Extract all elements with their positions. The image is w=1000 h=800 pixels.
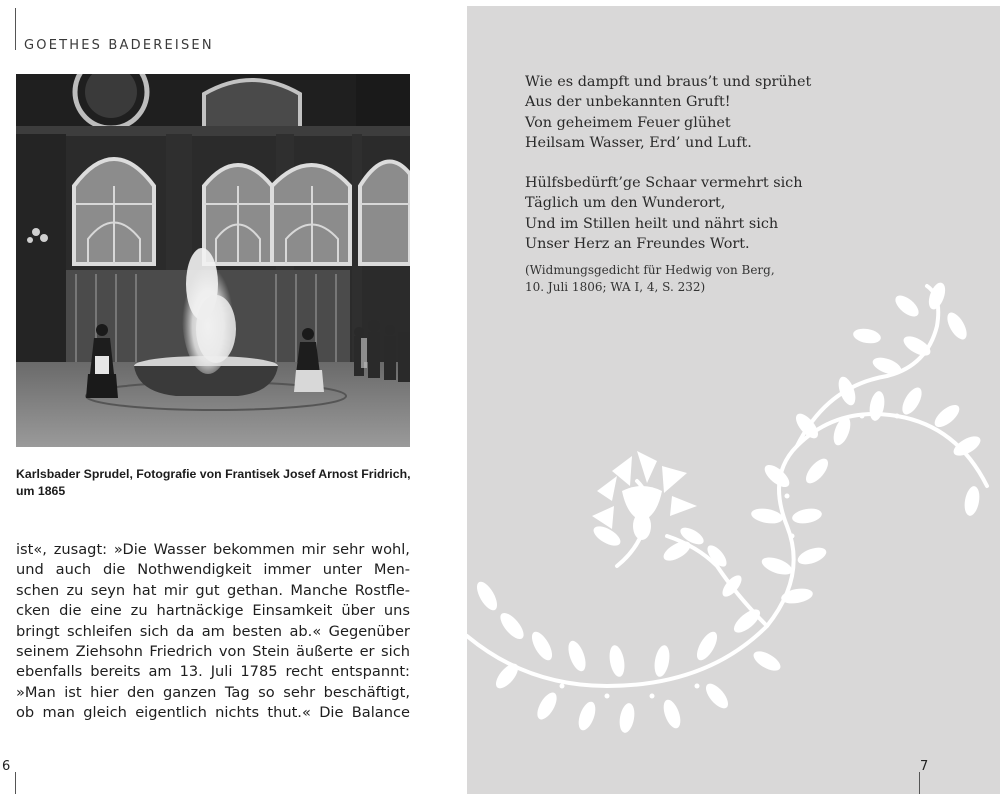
left-page	[0, 0, 467, 800]
body-word: auch	[55, 561, 92, 579]
body-word: recht	[285, 663, 324, 681]
body-word: am	[148, 663, 172, 681]
source-line: 10. Juli 1806; WA I, 4, S. 232)	[525, 279, 706, 294]
body-word: zu	[66, 581, 84, 599]
body-word: so	[258, 683, 275, 701]
body-text-line	[16, 540, 410, 560]
body-word: Juli	[210, 663, 233, 681]
body-word: immer	[263, 561, 311, 579]
body-word: Manche	[290, 581, 348, 599]
body-word: hat	[132, 581, 157, 599]
body-word: mir	[301, 541, 326, 558]
body-word: gut	[195, 581, 220, 599]
body-word: thut.«	[267, 704, 311, 722]
poem-line: Täglich um den Wunderort,	[525, 195, 726, 212]
body-word: Tag	[224, 683, 250, 701]
body-word: da	[176, 622, 195, 640]
body-word: Rostfle-	[354, 581, 410, 599]
body-word: wohl,	[371, 541, 410, 558]
body-text-line	[16, 703, 410, 723]
body-text-line	[16, 560, 410, 580]
body-word: Balance	[351, 704, 410, 722]
body-word: eigentlich	[135, 704, 207, 722]
body-word: seinem	[16, 642, 70, 660]
body-word: hartnäckige	[156, 602, 244, 620]
body-word: Men-	[373, 561, 410, 579]
body-word: Einsamkeit	[252, 602, 333, 620]
body-word: Friedrich	[149, 642, 213, 660]
body-word: uns	[383, 602, 410, 620]
body-word: 13.	[179, 663, 203, 681]
poem-line: Hülfsbedürft’ge Schaar vermehrt sich	[525, 175, 803, 192]
poem-stanza-2	[525, 173, 945, 254]
body-text-line	[16, 622, 410, 642]
body-word: ab.«	[289, 622, 322, 640]
body-word: gethan.	[227, 581, 284, 599]
body-word: cken	[16, 602, 51, 620]
body-word: die	[103, 561, 126, 579]
body-word: zusagt:	[53, 541, 108, 558]
body-word: eine	[90, 602, 122, 620]
body-word: man	[42, 704, 75, 722]
body-word: sehr	[332, 541, 365, 558]
body-text-line	[16, 601, 410, 621]
body-word: er	[359, 642, 375, 660]
body-word: von	[218, 642, 246, 660]
body-word: sich	[381, 642, 410, 660]
folio-rule-left	[15, 772, 16, 794]
body-word: Gegenüber	[328, 622, 410, 640]
karlsbad-sprudel-photo	[16, 74, 410, 447]
body-word: über	[341, 602, 375, 620]
body-word: beschäftigt,	[323, 683, 410, 701]
page-number-left: 6	[2, 759, 11, 774]
body-word: gleich	[83, 704, 127, 722]
body-word: Nothwendigkeit	[137, 561, 252, 579]
body-word: seyn	[90, 581, 126, 599]
body-word: nichts	[215, 704, 260, 722]
body-word: ganzen	[163, 683, 217, 701]
poem-line: Wie es dampft und braus’t und sprühet	[525, 74, 812, 90]
body-word: mir	[163, 581, 189, 599]
caption-line: Karlsbader Sprudel, Fotografie von Frantisek Josef Arnost Fridrich,	[16, 467, 411, 481]
body-word: und	[16, 561, 44, 579]
body-word: sehr	[283, 683, 316, 701]
running-head: GOETHES BADEREISEN	[24, 38, 214, 53]
body-word: zu	[130, 602, 148, 620]
body-word: unter	[322, 561, 362, 579]
body-word: Stein	[252, 642, 290, 660]
body-text	[16, 540, 410, 724]
body-word: ist«,	[16, 541, 47, 558]
source-line: (Widmungsgedicht für Hedwig von Berg,	[525, 263, 775, 278]
body-word: entspannt:	[331, 663, 410, 681]
body-word: am	[201, 622, 225, 640]
body-word: bereits	[90, 663, 141, 681]
photo-caption	[16, 466, 411, 500]
dedication-poem	[525, 72, 945, 295]
body-word: 1785	[240, 663, 278, 681]
body-text-line	[16, 662, 410, 682]
body-text-line	[16, 581, 410, 601]
poem-line: Aus der unbekannten Gruft!	[525, 94, 731, 111]
page-number-right: 7	[920, 759, 929, 774]
poem-line: Unser Herz an Freundes Wort.	[525, 236, 750, 253]
body-text-line	[16, 642, 410, 662]
poem-line: Und im Stillen heilt und nährt sich	[525, 215, 779, 232]
body-word: bringt	[16, 622, 60, 640]
body-word: hier	[90, 683, 119, 701]
floral-ornament	[467, 266, 1000, 794]
body-word: »Die	[113, 541, 147, 558]
body-word: schen	[16, 581, 60, 599]
poem-line: Heilsam Wasser, Erd’ und Luft.	[525, 134, 752, 151]
poem-stanza-1	[525, 72, 945, 153]
folio-rule-right	[919, 772, 920, 794]
body-word: ob	[16, 704, 35, 722]
running-head-rule	[15, 8, 16, 50]
right-page	[467, 6, 1000, 794]
caption-line: um 1865	[16, 484, 66, 498]
body-word: Ziehsohn	[75, 642, 143, 660]
body-word: bekommen	[212, 541, 295, 558]
poem-line: Von geheimem Feuer glühet	[525, 114, 731, 131]
body-word: Die	[319, 704, 344, 722]
body-word: schleifen	[66, 622, 133, 640]
body-text-line	[16, 683, 410, 703]
body-word: äußerte	[295, 642, 354, 660]
body-word: ebenfalls	[16, 663, 83, 681]
body-word: ist	[64, 683, 82, 701]
body-word: sich	[139, 622, 169, 640]
body-word: Wasser	[153, 541, 207, 558]
body-word: besten	[232, 622, 283, 640]
body-word: die	[59, 602, 82, 620]
body-word: den	[127, 683, 155, 701]
body-word: »Man	[16, 683, 56, 701]
